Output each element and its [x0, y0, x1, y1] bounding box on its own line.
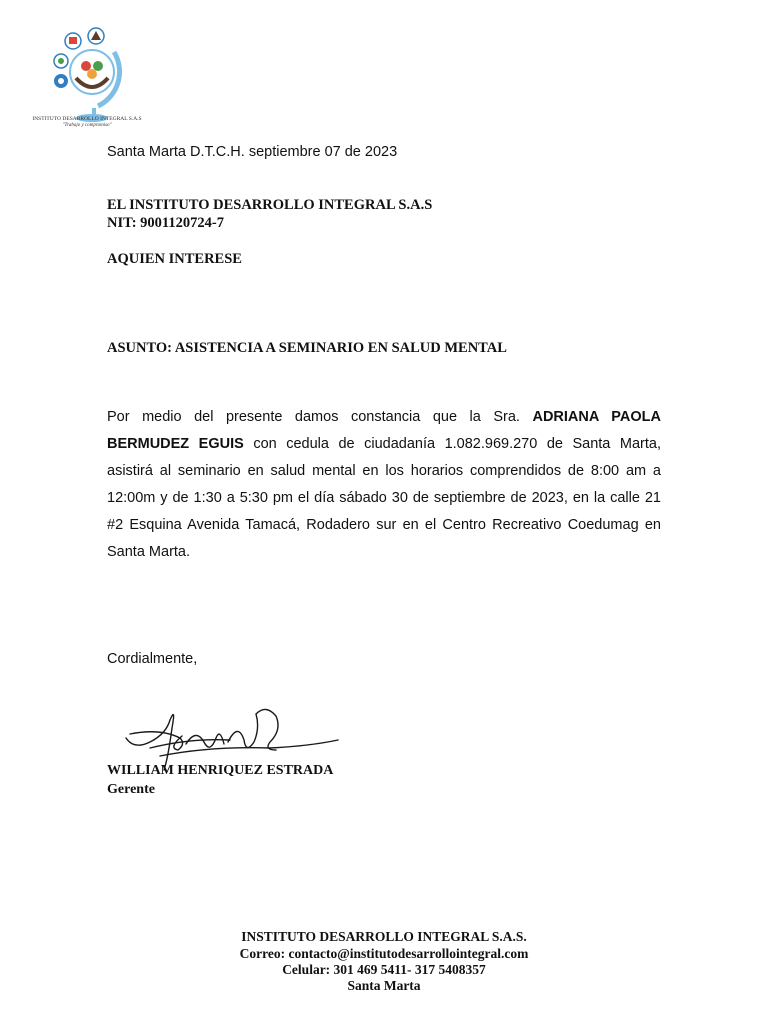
- organization-name: EL INSTITUTO DESARROLLO INTEGRAL S.A.S: [107, 197, 433, 213]
- body-rest: con cedula de ciudadanía 1.082.969.270 de Santa Marta, asistirá al seminario en salud mental en los horarios comprendidos de 8:00 am a 12:00m y de 1:30 a 5:30 pm el día sábado 30 de septiembre de 2023, en la calle 21 #2 Esquina Avenida Tamacá, Rodadero sur en el Centro Recreativo Coedumag en Santa Marta.: [107, 436, 661, 560]
- logo-caption: INSTITUTO DESARROLLO INTEGRAL S.A.S: [32, 116, 142, 122]
- recipient-line: AQUIEN INTERESE: [107, 251, 242, 267]
- logo-slogan: "Trabajo y compromiso": [62, 123, 112, 128]
- footer-institute: INSTITUTO DESARROLLO INTEGRAL S.A.S.: [241, 929, 527, 944]
- closing-salutation: Cordialmente,: [107, 651, 198, 667]
- letter-body: [107, 404, 661, 566]
- date-line: Santa Marta D.T.C.H. septiembre 07 de 2023: [107, 144, 398, 160]
- person-name: ADRIANA PAOLA BERMUDEZ EGUIS: [107, 409, 661, 452]
- footer-email: Correo: contacto@institutodesarrollointegral.com: [239, 946, 529, 961]
- signer-role: Gerente: [107, 782, 155, 797]
- body-intro: Por medio del presente damos constancia que la Sra.: [107, 409, 533, 425]
- nit-number: NIT: 9001120724-7: [107, 215, 224, 231]
- footer-phone: Celular: 301 469 5411- 317 5408357: [282, 962, 486, 977]
- subject-line: ASUNTO: ASISTENCIA A SEMINARIO EN SALUD MENTAL: [107, 340, 507, 356]
- signer-name: WILLIAM HENRIQUEZ ESTRADA: [107, 763, 334, 778]
- footer-city: Santa Marta: [347, 978, 421, 993]
